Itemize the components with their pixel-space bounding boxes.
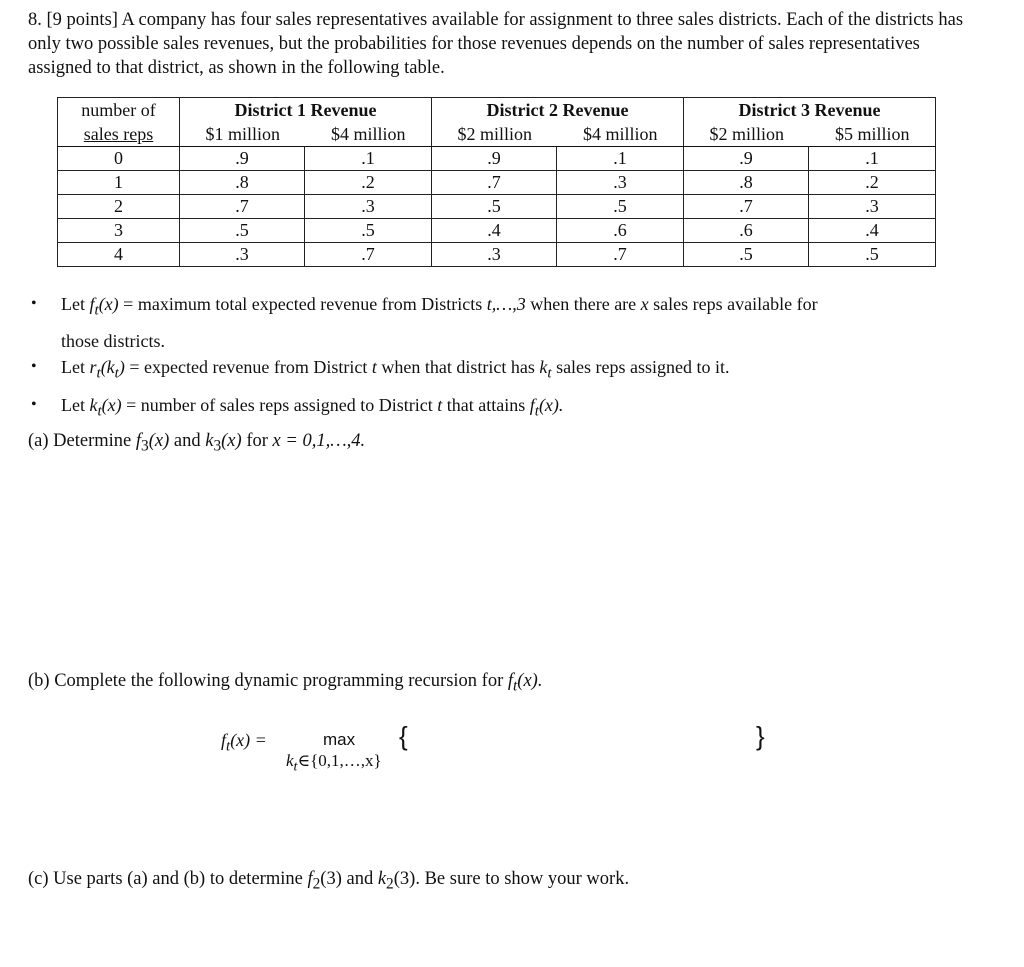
definition-k: • Let $k_t(x)$ = number of sales reps assigned to District t that attains $f_t(x)$. bbox=[28, 392, 978, 425]
formula-lhs: $f_t(x)$ = bbox=[221, 730, 267, 755]
district-2-high-revenue: $4 million bbox=[582, 124, 658, 144]
part-a: (a) Determine $f_3(x)$ and $k_3(x)$ for x = 0,1,…,4. bbox=[28, 431, 366, 455]
bullet-icon: • bbox=[31, 357, 37, 375]
table-row: 4 .3 .7 .3 .7 .5 .5 bbox=[58, 243, 936, 267]
district-3-high-revenue: $5 million bbox=[834, 124, 910, 144]
part-c: (c) Use parts (a) and (b) to determine $f_2(3)$ and $k_2(3)$. Be sure to show your work. bbox=[28, 869, 630, 893]
definition-f: • Let $f_t(x)$ = maximum total expected revenue from Districts t,…,3 when there are x sales reps available for those districts. bbox=[28, 289, 978, 356]
district-2-header: District 2 Revenue bbox=[432, 98, 684, 124]
district-3-header: District 3 Revenue bbox=[684, 98, 936, 124]
district-1-low-revenue: $1 million bbox=[205, 124, 280, 144]
recursion-formula bbox=[221, 721, 781, 775]
probability-table bbox=[57, 97, 936, 267]
bullet-icon: • bbox=[31, 295, 37, 312]
district-1-header: District 1 Revenue bbox=[180, 98, 432, 124]
table-row: 0 .9 .1 .9 .1 .9 .1 bbox=[58, 147, 936, 171]
left-brace: { bbox=[399, 721, 408, 751]
table-row: 1 .8 .2 .7 .3 .8 .2 bbox=[58, 171, 936, 195]
district-1-high-revenue: $4 million bbox=[330, 124, 406, 144]
max-operator: max bbox=[323, 730, 356, 749]
table-row: 3 .5 .5 .4 .6 .6 .4 bbox=[58, 219, 936, 243]
bullet-icon: • bbox=[31, 396, 37, 414]
table-row: 2 .7 .3 .5 .5 .7 .3 bbox=[58, 195, 936, 219]
reps-header-line1: number of bbox=[58, 98, 180, 124]
district-2-low-revenue: $2 million bbox=[457, 124, 532, 144]
district-3-low-revenue: $2 million bbox=[709, 124, 784, 144]
definitions-list bbox=[28, 289, 978, 425]
part-b: (b) Complete the following dynamic programming recursion for $f_t(x)$. bbox=[28, 671, 543, 695]
right-brace: } bbox=[756, 721, 765, 751]
max-subscript: $k_t\in\{0,1,\dots,x\}$ bbox=[286, 751, 382, 775]
problem-statement: 8. [9 points] A company has four sales representatives available for assignment to three sales districts. Each of the districts has only two possible sales revenues, but the probabilities for those revenues depends on the number of sales representatives assigned to that district, as shown in the following table. bbox=[28, 10, 964, 78]
reps-header-line2: sales reps bbox=[58, 123, 180, 147]
definition-r: • Let $r_t(k_t)$ = expected revenue from District t when that district has $k_t$ sales reps assigned to it. bbox=[28, 354, 978, 387]
